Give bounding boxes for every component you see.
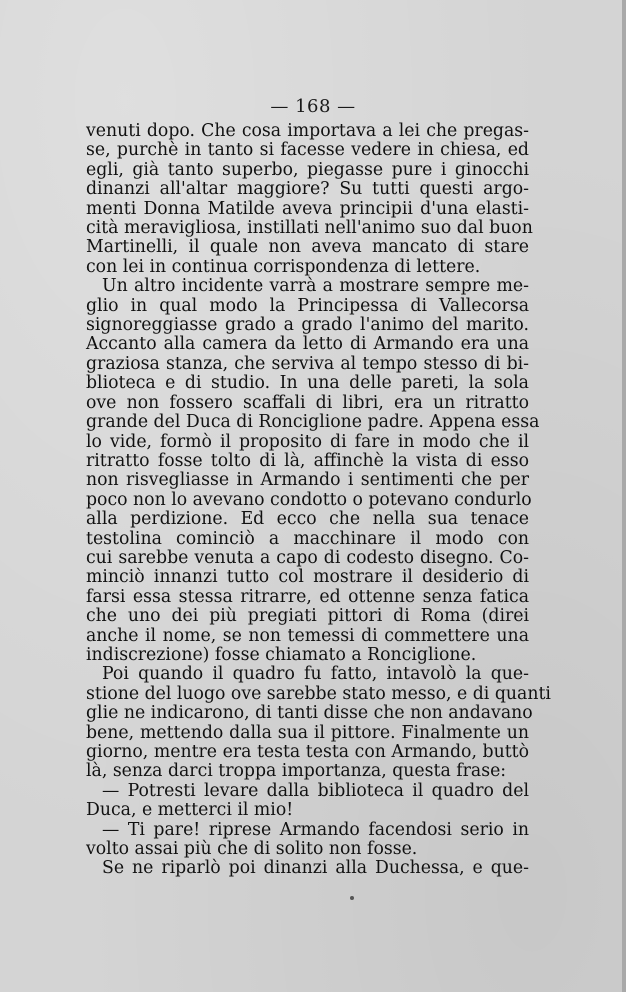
dialogue-line: — Ti pare! riprese Armando facendosi serio in <box>102 819 529 840</box>
text-line: che uno dei più pregiati pittori di Roma (direi <box>86 606 529 627</box>
text-line: non risvegliasse in Armando i sentimenti che per <box>86 470 529 491</box>
text-line: dinanzi all'altar maggiore? Su tutti questi argo- <box>86 179 529 200</box>
text-line: glio in qual modo la Principessa di Vallecorsa <box>86 295 529 316</box>
dialogue-line: — Potresti levare dalla biblioteca il quadro del <box>102 780 529 801</box>
text-line: anche il nome, se non temessi di commettere una <box>86 625 529 646</box>
text-line: glie ne indicarono, di tanti disse che non andavano <box>86 703 533 724</box>
text-line: lo vide, formò il proposito di fare in modo che il <box>86 431 529 452</box>
text-line: poco non lo avevano condotto o potevano condurlo <box>86 489 532 510</box>
text-line: Duca, e metterci il mio! <box>86 800 294 821</box>
body-text <box>86 121 551 879</box>
page-number: — 168 — <box>270 96 356 117</box>
text-line: minciò innanzi tutto col mostrare il desiderio di <box>86 567 529 588</box>
text-line: signoreggiasse grado a grado l'animo del marito. <box>86 315 529 336</box>
ink-speck <box>350 896 354 900</box>
text-line: Martinelli, il quale non aveva mancato di stare <box>86 237 529 258</box>
text-line: indiscrezione) fosse chiamato a Ronciglione. <box>86 644 477 665</box>
text-line: stione del luogo ove sarebbe stato messo, e di quanti <box>86 683 551 704</box>
page-edge-shadow <box>622 0 626 992</box>
text-line: là, senza darci troppa importanza, questa frase: <box>86 761 507 782</box>
text-line: giorno, mentre era testa testa con Armando, buttò <box>86 742 529 762</box>
text-line: con lei in continua corrispondenza di lettere. <box>86 256 481 277</box>
text-line: cità meravigliosa, instillati nell'animo suo dal buon <box>86 218 533 239</box>
text-line: bene, mettendo dalla sua il pittore. Finalmente un <box>86 722 529 743</box>
text-line: farsi essa stessa ritrarre, ed ottenne senza fatica <box>86 586 529 607</box>
text-line: testolina cominciò a macchinare il modo con <box>86 528 529 549</box>
text-line: ove non fossero scaffali di libri, era un ritratto <box>86 392 529 413</box>
text-line: Poi quando il quadro fu fatto, intavolò la que- <box>102 664 529 685</box>
text-line: ritratto fosse tolto di là, affinchè la vista di esso <box>86 450 529 471</box>
text-line: menti Donna Matilde aveva principii d'una elasti- <box>86 198 529 219</box>
text-line: alla perdizione. Ed ecco che nella sua tenace <box>86 509 529 530</box>
text-line: graziosa stanza, che serviva al tempo stesso di bi- <box>86 353 529 374</box>
text-line: se, purchè in tanto si facesse vedere in chiesa, ed <box>86 140 529 161</box>
text-line: egli, già tanto superbo, piegasse pure i ginocchi <box>86 159 529 180</box>
text-line: venuti dopo. Che cosa importava a lei che pregas- <box>86 121 529 141</box>
text-line: cui sarebbe venuta a capo di codesto disegno. Co- <box>86 547 529 568</box>
text-line: Se ne riparlò poi dinanzi alla Duchessa, e que- <box>102 858 529 879</box>
text-line: Accanto alla camera da letto di Armando era una <box>86 334 529 355</box>
text-line: blioteca e di studio. In una delle pareti, la sola <box>86 373 529 394</box>
text-line: grande del Duca di Ronciglione padre. Appena essa <box>86 412 540 433</box>
text-line: Un altro incidente varrà a mostrare sempre me- <box>102 276 529 297</box>
text-line: volto assai più che di solito non fosse. <box>86 839 418 860</box>
